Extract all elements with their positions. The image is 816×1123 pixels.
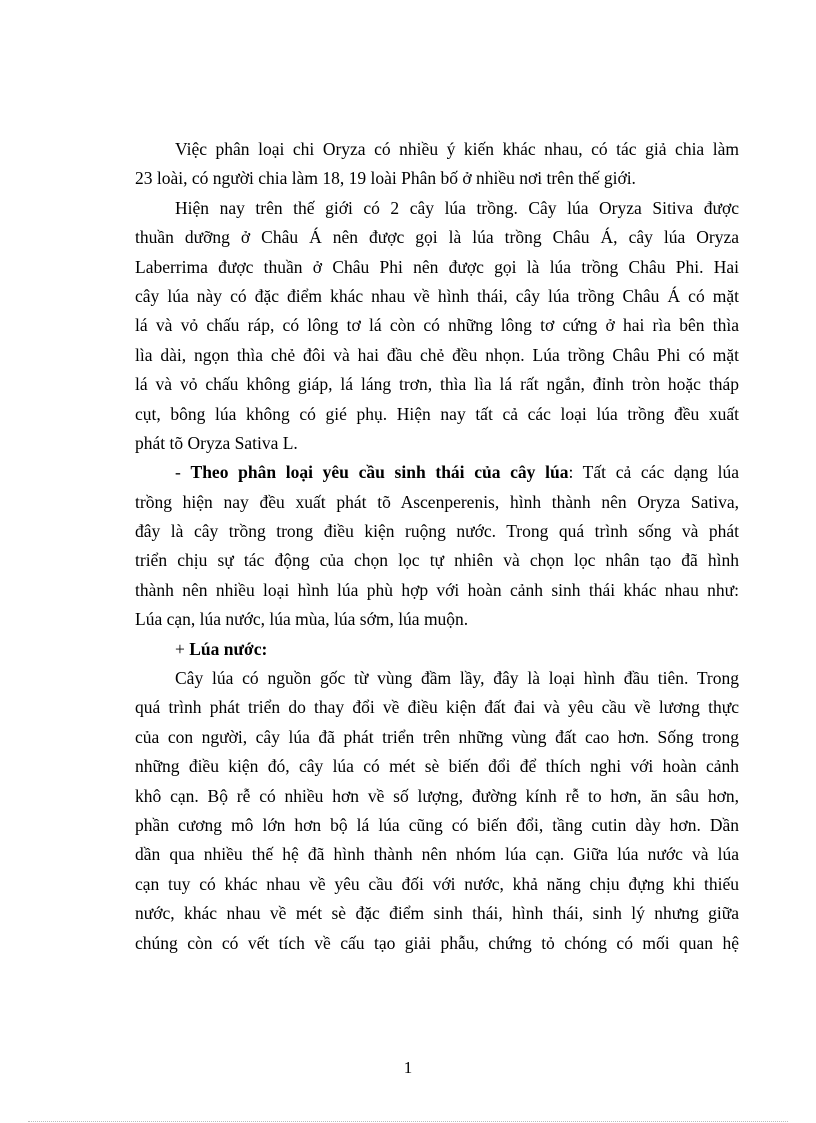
paragraph-lua-nuoc (135, 664, 739, 958)
text-line: đây là cây trồng trong điều kiện ruộng nước. Trong quá trình sống và phát (135, 521, 739, 542)
text-line: những điều kiện đó, cây lúa có mét sè biến đổi để thích nghi với hoàn cảnh (135, 756, 739, 777)
document-body (135, 135, 739, 958)
text-line: cụt, bông lúa không có gié phụ. Hiện nay tất cả các loại lúa trồng đều xuất (135, 403, 739, 424)
text-line: lìa dài, ngọn thìa chẻ đôi và hai đầu chẻ đều nhọn. Lúa trồng Châu Phi có mặt (135, 344, 739, 365)
text-continuation: : Tất cả các dạng lúa (568, 462, 739, 483)
heading-plus: + (175, 638, 190, 659)
text-line: thuần dưỡng ở Châu Á nên được gọi là lúa trồng Châu Á, cây lúa Oryza (135, 227, 739, 248)
heading-title: Lúa nước: (189, 638, 268, 659)
text-line: phát tõ Oryza Sativa L. (135, 432, 298, 453)
text-line: phần cương mô lớn hơn bộ lá lúa cũng có biến đổi, tầng cutin dày hơn. Dần (135, 814, 739, 835)
text-line: Hiện nay trên thế giới có 2 cây lúa trồng. Cây lúa Oryza Sitiva được (175, 197, 739, 218)
text-line: lá và vỏ chấu không giáp, lá láng trơn, thìa lìa lá rất ngắn, đỉnh tròn hoặc tháp (135, 374, 739, 395)
text-line: lá và vỏ chấu ráp, có lông tơ lá còn có những lông tơ cứng ở hai rìa bên thìa (135, 315, 739, 336)
text-line: nước, khác nhau về mét sè đặc điểm sinh thái, hình thái, sinh lý nhưng giữa (135, 903, 739, 924)
text-line: Việc phân loại chi Oryza có nhiều ý kiến khác nhau, có tác giả chia làm (175, 139, 739, 159)
text-line: của con người, cây lúa đã phát triển trên những vùng đất cao hơn. Sống trong (135, 726, 739, 747)
text-line: quá trình phát triển do thay đổi về điều kiện đất đai và yêu cầu về lương thực (135, 697, 739, 718)
list-dash: - (175, 462, 191, 483)
paragraph-ecological-classification (135, 458, 739, 634)
text-line: 23 loài, có người chia làm 18, 19 loài Phân bố ở nhiều nơi trên thế giới. (135, 168, 636, 189)
text-line: triển chịu sự tác động của chọn lọc tự nhiên và chọn lọc nhân tạo đã hình (135, 550, 739, 571)
text-line: Laberrima được thuần ở Châu Phi nên được gọi là lúa trồng Châu Phi. Hai (135, 256, 739, 277)
paragraph-classification (135, 135, 739, 194)
text-line: dần qua nhiều thế hệ đã hình thành nên nhóm lúa cạn. Giữa lúa nước và lúa (135, 844, 739, 865)
text-line: cây lúa này có đặc điểm khác nhau về hình thái, cây lúa trồng Châu Á có mặt (135, 285, 739, 306)
text-line-with-bold-lead (135, 458, 739, 487)
paragraph-cultivated-rice (135, 194, 739, 459)
text-line: trồng hiện nay đều xuất phát tõ Ascenperenis, hình thành nên Oryza Sativa, (135, 491, 739, 512)
page-number: 1 (403, 1058, 413, 1077)
bold-lead-term: Theo phân loại yêu cầu sinh thái của cây lúa (190, 462, 569, 483)
section-heading-lua-nuoc (135, 635, 739, 664)
text-line: Cây lúa có nguồn gốc từ vùng đầm lầy, đây là loại hình đầu tiên. Trong (175, 668, 739, 689)
text-line: khô cạn. Bộ rễ có nhiều hơn về số lượng, đường kính rễ to hơn, ăn sâu hơn, (135, 785, 739, 806)
text-line: thành nên nhiều loại hình lúa phù hợp với hoàn cảnh sinh thái khác nhau như: (135, 579, 739, 600)
text-line: chúng còn có vết tích về cấu tạo giải phẫu, chứng tỏ chóng có mối quan hệ (135, 932, 739, 953)
footer-dotted-rule (28, 1121, 788, 1122)
text-line: cạn tuy có khác nhau về yêu cầu đối với nước, khả năng chịu đựng khi thiếu (135, 873, 739, 894)
text-line: Lúa cạn, lúa nước, lúa mùa, lúa sớm, lúa muộn. (135, 609, 469, 630)
